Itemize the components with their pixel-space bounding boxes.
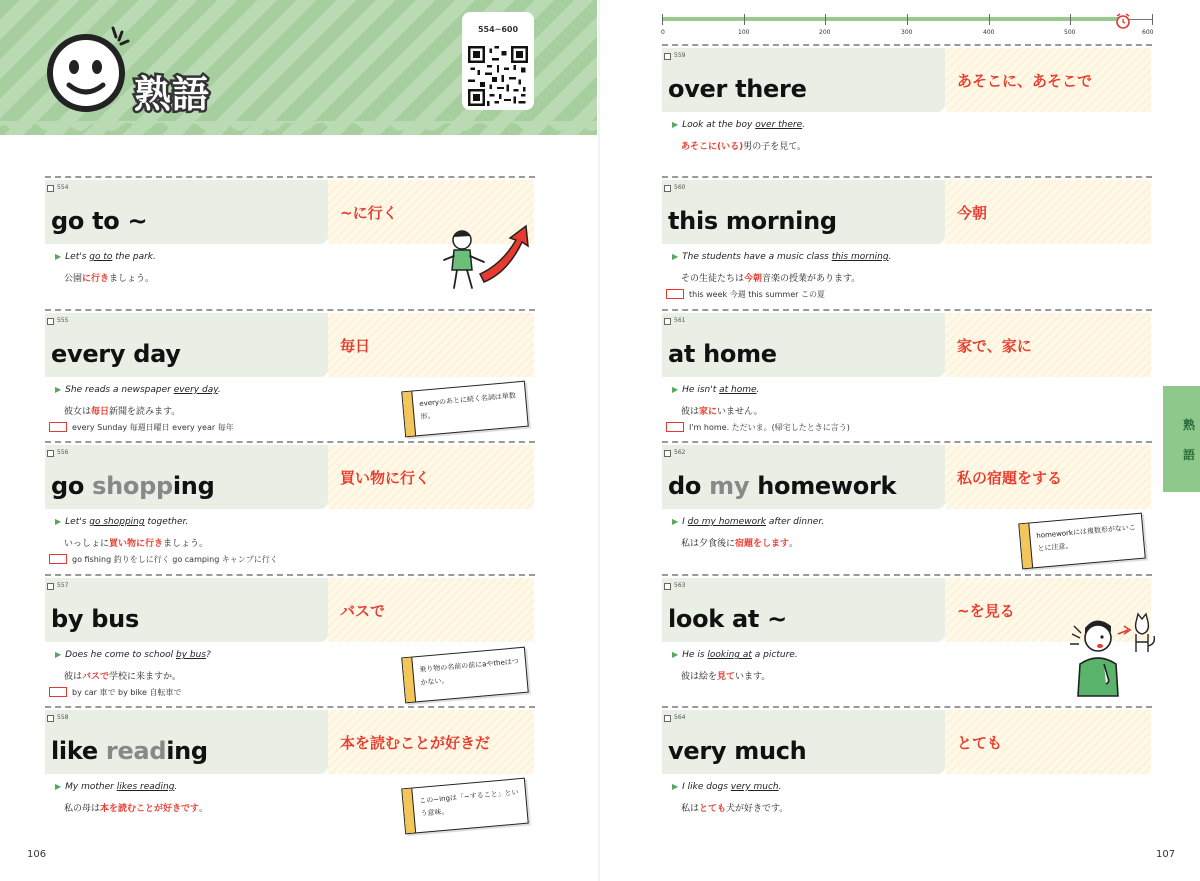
example-part: He isn't xyxy=(682,385,720,395)
triangle-bullet-icon: ▶ xyxy=(55,650,62,659)
alarm-clock-icon xyxy=(1115,13,1131,29)
translation xyxy=(64,404,180,417)
term-box xyxy=(662,578,945,642)
translation-part: 買い物に行き xyxy=(109,539,164,549)
triangle-bullet-icon: ▶ xyxy=(672,385,679,394)
term-part: do xyxy=(668,472,710,500)
translation-part: 彼は xyxy=(64,672,83,682)
triangle-bullet-icon: ▶ xyxy=(672,517,679,526)
example-part: She reads a newspaper xyxy=(65,385,174,395)
example-part: . xyxy=(217,385,221,395)
triangle-bullet-icon: ▶ xyxy=(55,782,62,791)
japanese-meaning: 本を読むことが好きだ xyxy=(340,734,491,752)
example-sentence xyxy=(672,120,805,130)
translation-part: 私は xyxy=(681,804,700,814)
translation-part: 音楽の授業があります。 xyxy=(762,274,861,284)
vocab-entry xyxy=(45,445,535,573)
related-tag-icon xyxy=(49,422,67,432)
english-term xyxy=(668,207,837,235)
example-sentence xyxy=(672,650,798,660)
triangle-bullet-icon: ▶ xyxy=(672,782,679,791)
example-part: . xyxy=(174,782,178,792)
example-part: I xyxy=(682,517,688,527)
term-box xyxy=(662,313,945,377)
sticky-note-text: この~ingは「~すること」という意味。 xyxy=(419,788,519,818)
checkbox-icon[interactable] xyxy=(664,318,671,325)
progress-scale xyxy=(662,14,1152,39)
example-part: Look at the boy xyxy=(682,120,756,130)
right-page-number: 107 xyxy=(1156,849,1176,860)
example-part: My mother xyxy=(65,782,117,792)
header-band xyxy=(0,0,600,135)
term-part: ing xyxy=(172,472,215,500)
english-term xyxy=(668,472,896,500)
example-sentence xyxy=(55,650,211,660)
japanese-meaning: 今朝 xyxy=(957,204,988,222)
entry-separator xyxy=(662,706,1152,708)
translation-part: ましょう。 xyxy=(163,539,209,549)
translation xyxy=(681,801,788,814)
translation xyxy=(681,139,806,152)
term-box xyxy=(45,313,328,377)
entry-separator xyxy=(45,309,535,311)
related-text: I'm home. ただいま。(帰宅したときに言う) xyxy=(689,423,850,432)
entry-number: 556 xyxy=(57,449,69,456)
japanese-meaning: 家で、家に xyxy=(957,337,1032,355)
translation-part: います。 xyxy=(735,672,771,682)
sticky-note-stripe xyxy=(402,789,416,834)
progress-tick xyxy=(907,14,908,25)
related-text: go fishing 釣りをしに行く go camping キャンプに行く xyxy=(72,555,278,564)
example-part: after dinner. xyxy=(766,517,825,527)
entry-number: 557 xyxy=(57,582,69,589)
qr-code-icon[interactable] xyxy=(468,46,528,106)
entry-separator xyxy=(662,309,1152,311)
entry-number: 560 xyxy=(674,184,686,191)
example-part: do my homework xyxy=(687,517,766,527)
example-part: together. xyxy=(144,517,189,527)
checkbox-icon[interactable] xyxy=(47,450,54,457)
translation xyxy=(64,669,181,682)
translation-part: 新聞を読みます。 xyxy=(109,407,181,417)
translation-part: あそこに(いる) xyxy=(681,142,744,152)
example-part: this morning xyxy=(831,252,889,262)
progress-tick xyxy=(1070,14,1071,25)
progress-tick xyxy=(989,14,990,25)
entry-number: 555 xyxy=(57,317,69,324)
translation xyxy=(681,669,770,682)
entry-number: 561 xyxy=(674,317,686,324)
japanese-meaning: バスで xyxy=(340,602,386,620)
example-part: The students have a music class xyxy=(682,252,832,262)
checkbox-icon[interactable] xyxy=(664,53,671,60)
meaning-box xyxy=(328,578,534,642)
progress-tick xyxy=(662,14,663,25)
example-sentence xyxy=(55,517,188,527)
related-text: this week 今週 this summer この夏 xyxy=(689,290,825,299)
english-term xyxy=(51,472,214,500)
term-box xyxy=(662,180,945,244)
term-part: at home xyxy=(668,340,777,368)
english-term xyxy=(668,75,807,103)
translation xyxy=(681,536,798,549)
term-box xyxy=(662,48,945,112)
example-part: . xyxy=(888,252,892,262)
translation-part: 。 xyxy=(789,539,799,549)
progress-tick xyxy=(1152,14,1153,25)
translation-part: 家に xyxy=(699,407,718,417)
related-expressions xyxy=(49,554,278,565)
entry-separator xyxy=(45,706,535,708)
progress-tick-label: 600 xyxy=(1142,29,1154,36)
translation-part: 。 xyxy=(199,804,209,814)
term-part: over there xyxy=(668,75,807,103)
meaning-box xyxy=(945,710,1151,774)
translation xyxy=(64,801,208,814)
translation-part: 宿題をします xyxy=(735,539,790,549)
translation-part: 学校に来ますか。 xyxy=(109,672,182,682)
checkbox-icon[interactable] xyxy=(664,715,671,722)
meaning-box xyxy=(328,710,534,774)
entry-number: 554 xyxy=(57,184,69,191)
example-sentence xyxy=(55,782,177,792)
related-tag-icon xyxy=(49,554,67,564)
term-part: look at ~ xyxy=(668,605,787,633)
entry-separator xyxy=(45,176,535,178)
meaning-box xyxy=(945,445,1151,509)
translation-part: 本を読むことが好きです xyxy=(100,804,200,814)
vocab-entry xyxy=(662,48,1152,176)
example-part: . xyxy=(802,120,806,130)
example-part: Let's xyxy=(65,517,90,527)
term-part: by bus xyxy=(51,605,139,633)
term-part: ing xyxy=(166,737,208,765)
japanese-meaning: あそこに、あそこで xyxy=(957,72,1093,90)
example-part: the park. xyxy=(112,252,156,262)
translation-part: いっしょに xyxy=(64,539,110,549)
progress-tick xyxy=(744,14,745,25)
term-part: go to ~ xyxy=(51,207,148,235)
meaning-box xyxy=(328,313,534,377)
english-term xyxy=(51,737,208,765)
example-part: at home xyxy=(719,385,757,395)
term-part: my xyxy=(709,472,750,500)
sticky-note-stripe xyxy=(402,392,416,437)
term-box xyxy=(45,710,328,774)
checkbox-icon[interactable] xyxy=(664,583,671,590)
entry-number: 562 xyxy=(674,449,686,456)
entry-number: 563 xyxy=(674,582,686,589)
term-box xyxy=(45,578,328,642)
translation-part: バスで xyxy=(82,672,110,682)
example-part: every day xyxy=(173,385,218,395)
term-part: very much xyxy=(668,737,807,765)
qr-code-card[interactable] xyxy=(462,12,534,110)
checkbox-icon[interactable] xyxy=(47,715,54,722)
entry-separator xyxy=(662,574,1152,576)
running-girl-arrow-illustration xyxy=(440,222,536,296)
english-term xyxy=(668,340,777,368)
translation xyxy=(64,271,154,284)
tab-label-char: 熟 xyxy=(1183,418,1196,432)
translation xyxy=(681,271,860,284)
term-part: this morning xyxy=(668,207,837,235)
progress-tick-label: 500 xyxy=(1064,29,1076,36)
sticky-note-stripe xyxy=(402,658,416,703)
example-part: . xyxy=(756,385,760,395)
term-box xyxy=(662,445,945,509)
japanese-meaning: ~を見る xyxy=(957,602,1015,620)
sticky-note-text: everyのあとに続く名詞は単数形。 xyxy=(419,391,517,421)
translation xyxy=(681,404,763,417)
example-part: likes reading xyxy=(116,782,175,792)
left-page-number: 106 xyxy=(27,849,47,860)
progress-tick-label: 100 xyxy=(738,29,750,36)
triangle-bullet-icon: ▶ xyxy=(672,120,679,129)
vocab-entry xyxy=(662,710,1152,838)
triangle-bullet-icon: ▶ xyxy=(55,252,62,261)
related-expressions xyxy=(49,687,182,698)
example-sentence xyxy=(55,252,156,262)
translation-part: 見て xyxy=(717,672,736,682)
related-tag-icon xyxy=(666,422,684,432)
progress-fill xyxy=(662,17,1123,21)
translation-part: 私の母は xyxy=(64,804,101,814)
example-sentence xyxy=(672,385,759,395)
translation-part: 私は夕食後に xyxy=(681,539,736,549)
example-part: ? xyxy=(206,650,211,660)
progress-tick-label: 300 xyxy=(901,29,913,36)
translation-part: 彼女は xyxy=(64,407,92,417)
checkbox-icon[interactable] xyxy=(47,318,54,325)
translation-part: 公園 xyxy=(64,274,83,284)
entry-number: 564 xyxy=(674,714,686,721)
english-term xyxy=(51,605,139,633)
example-part: Does he come to school xyxy=(65,650,177,660)
japanese-meaning: 私の宿題をする xyxy=(957,469,1063,487)
term-part: go xyxy=(51,472,93,500)
example-part: go to xyxy=(89,252,113,262)
japanese-meaning: 買い物に行く xyxy=(340,469,431,487)
checkbox-icon[interactable] xyxy=(47,185,54,192)
tab-label-char: 語 xyxy=(1183,448,1196,462)
entry-number: 558 xyxy=(57,714,69,721)
term-box xyxy=(45,180,328,244)
entry-separator xyxy=(45,574,535,576)
meaning-box xyxy=(945,313,1151,377)
example-part: looking at xyxy=(707,650,752,660)
example-part: I like dogs xyxy=(682,782,731,792)
sticky-note-text: 乗り物の名前の前にaやtheはつかない。 xyxy=(419,657,520,687)
translation-part: とても xyxy=(699,804,727,814)
example-sentence xyxy=(672,252,891,262)
entry-number: 559 xyxy=(674,52,686,59)
triangle-bullet-icon: ▶ xyxy=(55,385,62,394)
example-sentence xyxy=(672,517,824,527)
vocab-entry xyxy=(662,313,1152,441)
smile-face-icon xyxy=(45,32,127,114)
entry-separator xyxy=(45,441,535,443)
translation-part: 犬が好きです。 xyxy=(726,804,789,814)
vocab-entry xyxy=(662,180,1152,308)
translation-part: 男の子を見て。 xyxy=(743,142,807,152)
translation-part: 彼は絵を xyxy=(681,672,718,682)
checkbox-icon[interactable] xyxy=(664,450,671,457)
translation-part: 毎日 xyxy=(91,407,110,417)
translation-part: 彼は xyxy=(681,407,700,417)
term-box xyxy=(662,710,945,774)
related-expressions xyxy=(49,422,234,433)
entry-separator xyxy=(662,441,1152,443)
related-tag-icon xyxy=(666,289,684,299)
translation-part: ましょう。 xyxy=(109,274,155,284)
translation-part: 今朝 xyxy=(744,274,763,284)
example-part: very much xyxy=(730,782,779,792)
boy-looking-at-cat-illustration xyxy=(1066,606,1162,698)
translation-part: いません。 xyxy=(717,407,763,417)
example-part: He is xyxy=(682,650,708,660)
example-part: go shopping xyxy=(89,517,145,527)
progress-tick-label: 200 xyxy=(819,29,831,36)
example-part: by bus xyxy=(176,650,207,660)
checkbox-icon[interactable] xyxy=(664,185,671,192)
entry-separator xyxy=(662,44,1152,46)
term-part: read xyxy=(105,737,167,765)
sticky-note-stripe xyxy=(1019,524,1033,569)
checkbox-icon[interactable] xyxy=(47,583,54,590)
example-sentence xyxy=(55,385,221,395)
japanese-meaning: ~に行く xyxy=(340,204,398,222)
meaning-box xyxy=(945,48,1151,112)
translation xyxy=(64,536,208,549)
related-text: every Sunday 毎週日曜日 every year 毎年 xyxy=(72,423,234,432)
right-page xyxy=(600,0,1200,881)
japanese-meaning: 毎日 xyxy=(340,337,371,355)
term-part: like xyxy=(51,737,106,765)
english-term xyxy=(668,605,787,633)
example-part: a picture. xyxy=(751,650,798,660)
related-tag-icon xyxy=(49,687,67,697)
term-box xyxy=(45,445,328,509)
translation-part: その生徒たちは xyxy=(681,274,745,284)
section-title: 熟語 xyxy=(134,73,210,116)
example-part: . xyxy=(778,782,782,792)
meaning-box xyxy=(945,180,1151,244)
entry-separator xyxy=(662,176,1152,178)
translation-part: に行き xyxy=(82,274,110,284)
term-part: homework xyxy=(749,472,897,500)
example-sentence xyxy=(672,782,782,792)
meaning-box xyxy=(328,445,534,509)
triangle-bullet-icon: ▶ xyxy=(672,252,679,261)
triangle-bullet-icon: ▶ xyxy=(55,517,62,526)
sticky-note-text: homeworkには複数形がないことに注意。 xyxy=(1036,523,1137,553)
english-term xyxy=(51,207,147,235)
related-expressions xyxy=(666,289,825,300)
progress-tick-label: 0 xyxy=(661,29,665,36)
related-text: by car 車で by bike 自転車で xyxy=(72,688,182,697)
example-part: Let's xyxy=(65,252,90,262)
triangle-bullet-icon: ▶ xyxy=(672,650,679,659)
progress-tick xyxy=(825,14,826,25)
qr-range-label: 554~600 xyxy=(477,25,519,34)
example-part: over there xyxy=(755,120,803,130)
header-wave-edge xyxy=(0,121,600,137)
english-term xyxy=(51,340,181,368)
term-part: shopp xyxy=(92,472,173,500)
english-term xyxy=(668,737,806,765)
section-tab[interactable] xyxy=(1163,386,1200,492)
progress-tick-label: 400 xyxy=(983,29,995,36)
term-part: every day xyxy=(51,340,181,368)
japanese-meaning: とても xyxy=(957,734,1003,752)
related-expressions xyxy=(666,422,850,433)
